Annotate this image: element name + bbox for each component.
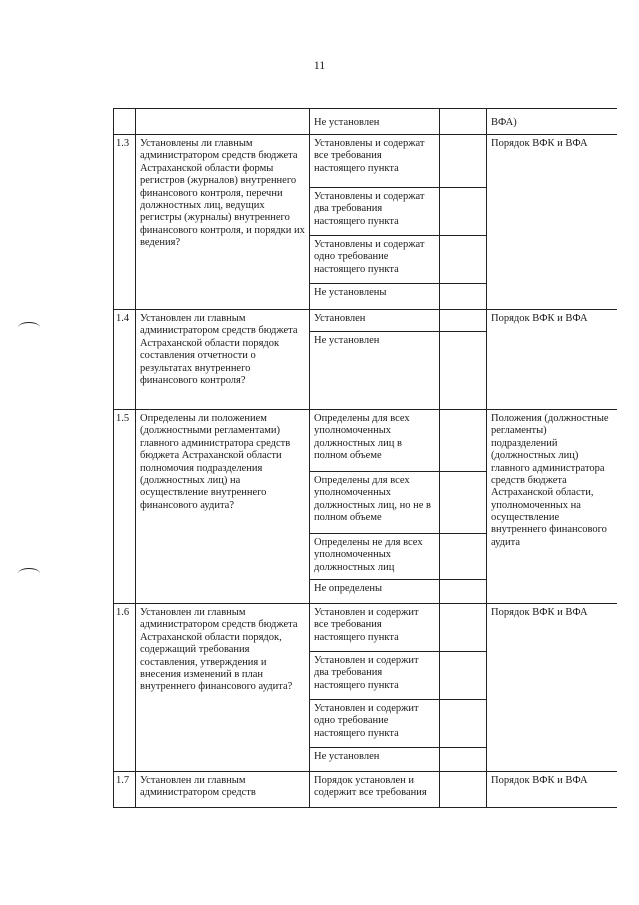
document-cell: ВФА) [487, 109, 617, 135]
score-cell [440, 700, 487, 748]
score-cell [440, 188, 487, 236]
table-row [114, 604, 617, 652]
table-row [114, 410, 617, 472]
document-cell: Порядок ВФК и ВФА [487, 772, 617, 808]
score-cell [440, 580, 487, 604]
answer-option: Определены для всех уполномоченных должностных лиц, но не в полном объеме [310, 472, 440, 534]
question-cell: Установлены ли главным администратором средств бюджета Астраханской области формы регистров (журналов) внутреннего финансового контроля, перечни должностных лиц, ведущих регистры (журналы) внутреннего финансового контроля, и порядки их ведения? [136, 135, 310, 310]
page-number: 11 [313, 58, 326, 72]
score-cell [440, 472, 487, 534]
answer-option: Не установлен [310, 748, 440, 772]
score-cell [440, 772, 487, 808]
row-number: 1.5 [114, 410, 136, 604]
answer-option: Определены для всех уполномоченных должностных лиц в полном объеме [310, 410, 440, 472]
answer-option: Не установлен [310, 109, 440, 135]
question-cell [136, 109, 310, 135]
question-cell: Установлен ли главным администратором средств бюджета Астраханской области порядок, содержащий требования составления, утверждения и внесения изменений в план внутреннего финансового аудита? [136, 604, 310, 772]
question-cell: Определены ли положением (должностными регламентами) главного администратора средств бюджета Астраханской области полномочия подразделения (должностных лиц) на осуществление внутреннего финансового аудита? [136, 410, 310, 604]
audit-criteria-table [113, 108, 617, 808]
row-number [114, 109, 136, 135]
answer-option: Не определены [310, 580, 440, 604]
answer-option: Установлен и содержит одно требование настоящего пункта [310, 700, 440, 748]
score-cell [440, 604, 487, 652]
answer-option: Установлены и содержат два требования настоящего пункта [310, 188, 440, 236]
table-row [114, 310, 617, 332]
punch-hole-mark [18, 322, 40, 333]
answer-option: Определены не для всех уполномоченных должностных лиц [310, 534, 440, 580]
document-cell: Порядок ВФК и ВФА [487, 310, 617, 410]
question-cell: Установлен ли главным администратором средств бюджета Астраханской области порядок составления отчетности о результатах внутреннего финансового контроля? [136, 310, 310, 410]
score-cell [440, 410, 487, 472]
score-cell [440, 310, 487, 332]
score-cell [440, 284, 487, 310]
score-cell [440, 652, 487, 700]
document-cell: Порядок ВФК и ВФА [487, 135, 617, 310]
score-cell [440, 534, 487, 580]
answer-option: Установлены и содержат все требования настоящего пункта [310, 135, 440, 188]
score-cell [440, 332, 487, 410]
score-cell [440, 748, 487, 772]
row-number: 1.7 [114, 772, 136, 808]
row-number: 1.6 [114, 604, 136, 772]
answer-option: Установлены и содержат одно требование настоящего пункта [310, 236, 440, 284]
answer-option: Установлен и содержит два требования настоящего пункта [310, 652, 440, 700]
answer-option: Установлен [310, 310, 440, 332]
continuation-row [114, 109, 617, 135]
punch-hole-mark [18, 568, 40, 579]
document-cell: Порядок ВФК и ВФА [487, 604, 617, 772]
answer-option: Порядок установлен и содержит все требования [310, 772, 440, 808]
score-cell [440, 109, 487, 135]
document-cell: Положения (должностные регламенты) подразделений (должностных лиц) главного администратора средств бюджета Астраханской области, уполномоченных на осуществление внутреннего финансового аудита [487, 410, 617, 604]
score-cell [440, 135, 487, 188]
answer-option: Не установлен [310, 332, 440, 410]
table-row [114, 772, 617, 808]
row-number: 1.4 [114, 310, 136, 410]
row-number: 1.3 [114, 135, 136, 310]
table-row [114, 135, 617, 188]
answer-option: Установлен и содержит все требования настоящего пункта [310, 604, 440, 652]
question-cell: Установлен ли главным администратором средств [136, 772, 310, 808]
score-cell [440, 236, 487, 284]
answer-option: Не установлены [310, 284, 440, 310]
